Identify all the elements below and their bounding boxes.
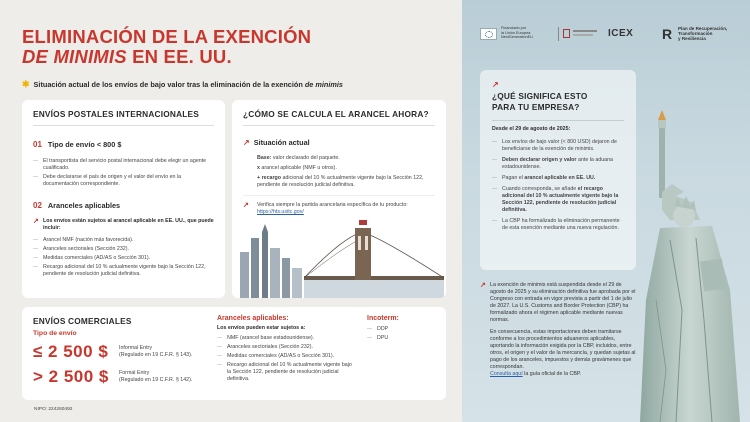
arrow-icon: ↗ bbox=[243, 138, 250, 147]
list-item: — Recargo adicional del 10 % actualmente vigente bajo la Sección 122, pendiente de resolución judicial definitiva. bbox=[33, 264, 214, 278]
incoterm-block: Incoterm: — DDP — DPU bbox=[367, 315, 437, 344]
arrow-icon: ↗ bbox=[243, 202, 249, 209]
calc-card: ¿CÓMO SE CALCULA EL ARANCEL AHORA? ↗ Situación actual Base: valor declarado del paquete. x arancel aplicable (NMF u otros). + recargo adicional del 10 % actualmente vigente bajo la Sección 122, pendiente de resolución judicial definitiva. ↗ Verifica siempre la partida arancelaria específica de tu producto: https://hts.usitc.gov/ bbox=[232, 100, 446, 298]
list-item: — DPU bbox=[367, 335, 437, 342]
logos-bar bbox=[480, 24, 740, 46]
list-item: — Cuando corresponda, se añade el recargo adicional del 10 % actualmente vigente bajo la Sección 122, pendiente de resolución judicial definitiva. bbox=[492, 186, 624, 214]
step-title: Tipo de envío < 800 $ bbox=[47, 140, 122, 149]
page-title: ELIMINACIÓN DE LA EXENCIÓN DE MINIMIS EN EE. UU. bbox=[22, 26, 312, 67]
list-item: — Deben declarar origen y valor ante la aduana estadounidense. bbox=[492, 157, 624, 171]
commercial-card: ENVÍOS COMERCIALES Tipo de envío ≤ 2 500 $ Informal Entry (Regulado en 19 C.F.R. § 143). > 2 500 $ Formal Entry (Regulado en 19 C.F.R. § 142). Aranceles aplicables: Los envíos pueden estar sujetos a: — NMF (arancel base estadounidense). — Aranceles sectoriales (Sección 232). — Medidas comerciales (AD/AS o Sección 301). — Recargo adicional del 10 % actualmente vigente bajo la Sección 122, pendiente de resolución judicial definitiva. Incoterm: — DDP — DPU bbox=[22, 307, 446, 400]
step-title: Aranceles aplicables bbox=[47, 201, 121, 210]
list-item: — Los envíos de bajo valor (< 800 USD) dejaron de beneficiarse de la exención de minimis. bbox=[492, 139, 624, 153]
crest-icon bbox=[563, 29, 570, 38]
nipo: NIPO: 224260492 bbox=[34, 407, 73, 412]
list-item: — Aranceles sectoriales (Sección 232). bbox=[33, 246, 214, 253]
plan-text: Plan de Recuperación, Transformación y Resiliencia bbox=[678, 26, 728, 41]
eu-flag-icon bbox=[480, 28, 497, 40]
title-italic: DE MINIMIS bbox=[22, 46, 127, 67]
star-icon: ✱ bbox=[22, 79, 30, 89]
calc-sub: Situación actual bbox=[253, 138, 310, 147]
divider bbox=[33, 125, 214, 126]
list-item: — Aranceles sectoriales (Sección 232). bbox=[217, 344, 357, 351]
tariffs-block: Aranceles aplicables: Los envíos pueden estar sujetos a: — NMF (arancel base estadounidense). — Aranceles sectoriales (Sección 232). — Medidas comerciales (AD/AS o Sección 301). — Recargo adicional del 10 % actualmente vigente bajo la Sección 122, pendiente de resolución judicial definitiva. bbox=[217, 315, 357, 385]
hts-link[interactable]: https://hts.usitc.gov/ bbox=[257, 209, 304, 215]
calc-heading: ¿CÓMO SE CALCULA EL ARANCEL AHORA? bbox=[243, 109, 429, 119]
flag-icon bbox=[359, 220, 367, 225]
company-panel bbox=[480, 70, 636, 270]
eu-text: Financiado por la Unión Europea NextGenerationEU bbox=[501, 26, 533, 40]
divider bbox=[243, 195, 435, 196]
page-subtitle: ✱ Situación actual de los envíos de bajo valor tras la eliminación de la exención de minimis bbox=[22, 79, 343, 89]
company-date: Desde el 29 de agosto de 2025: bbox=[492, 126, 571, 132]
list-item: — Pagan el arancel aplicable en EE. UU. bbox=[492, 175, 624, 182]
company-heading: ¿QUÉ SIGNIFICA ESTO PARA TU EMPRESA? bbox=[492, 91, 588, 112]
list-item: — El transportista del servicio postal internacional debe elegir un agente cualificado. bbox=[33, 158, 214, 172]
postal-card bbox=[22, 100, 225, 298]
list-item: — Recargo adicional del 10 % actualmente vigente bajo la Sección 122, pendiente de resolución judicial definitiva. bbox=[217, 362, 357, 383]
step-number: 01 bbox=[33, 140, 42, 149]
company-note: ↗ La exención de minimis está suspendida desde el 29 de agosto de 2025 y su eliminación definitiva fue aprobada por el Congreso con entrada en vigor prevista a partir del 1 de julio de 2027. La U.S. Customs and Border Protection (CBP) ha formalizado ahora el régimen aplicable mediante nuevas normas. En consecuencia, estas importaciones deben tramitarse conforme a los procedimientos aduaneros aplicables, aportando la información exigida por la CBP, incluidos, entre otros, el origen y el valor de la mercancía, y quedan sujetas al pago de los aranceles, impuestos y demás gravámenes que correspondan. Consulta aquí la guía oficial de la CBP. bbox=[480, 282, 636, 377]
divider bbox=[492, 120, 624, 121]
list-item: — Arancel NMF (nación más favorecida). bbox=[33, 237, 214, 244]
list-item: — DDP bbox=[367, 326, 437, 333]
amount-informal: ≤ 2 500 $ bbox=[33, 342, 109, 361]
ministry-logo bbox=[558, 27, 598, 41]
arrow-icon: ↗ bbox=[492, 80, 499, 89]
title-rest: EN EE. UU. bbox=[126, 46, 232, 67]
plan-logo-icon: R bbox=[662, 26, 673, 42]
list-item: — NMF (arancel base estadounidense). bbox=[217, 335, 357, 342]
verify-text: Verifica siempre la partida arancelaria específica de tu producto: bbox=[257, 202, 408, 208]
icex-logo: ICEX bbox=[608, 28, 634, 39]
step-number: 02 bbox=[33, 201, 42, 210]
type-label: Tipo de envío bbox=[33, 330, 77, 337]
postal-heading: ENVÍOS POSTALES INTERNACIONALES bbox=[33, 109, 200, 119]
arrow-icon: ↗ bbox=[480, 282, 486, 289]
list-item: — La CBP ha formalizado la eliminación permanente de esta exención mediante una nueva regulación. bbox=[492, 218, 624, 232]
cbp-guide-link[interactable]: Consulta aquí bbox=[490, 371, 523, 377]
tariff-intro: Los envíos están sujetos al arancel aplicable en EE. UU., que puede incluir: bbox=[43, 218, 214, 231]
amount-formal: > 2 500 $ bbox=[33, 367, 109, 386]
divider bbox=[243, 125, 435, 126]
bridge-skyline-illustration bbox=[232, 218, 446, 298]
list-item: — Debe declararse el país de origen y el valor del envío en la documentación correspondiente. bbox=[33, 174, 214, 188]
commercial-heading: ENVÍOS COMERCIALES bbox=[33, 316, 132, 326]
list-item: — Medidas comerciales (AD/AS o Sección 301). bbox=[33, 255, 214, 262]
list-item: — Medidas comerciales (AD/AS o Sección 301). bbox=[217, 353, 357, 360]
arrow-icon: ↗ bbox=[33, 218, 39, 225]
